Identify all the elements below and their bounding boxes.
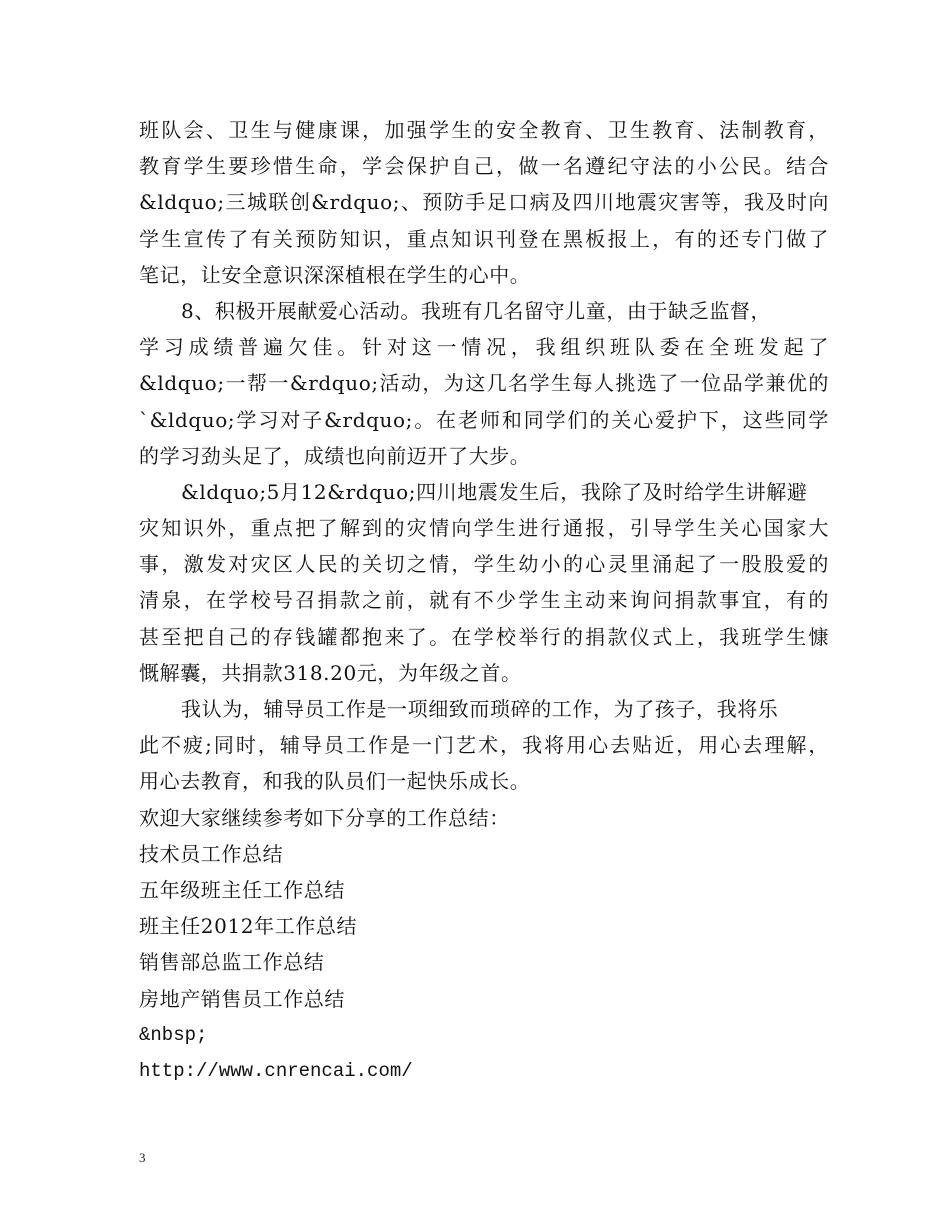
- text-line: 清泉，在学校号召捐款之前，就有不少学生主动来询问捐款事宜，有的: [139, 588, 829, 613]
- nbsp-text: &nbsp;: [139, 1023, 208, 1046]
- related-link-text: 技术员工作总结: [139, 841, 284, 866]
- document-body: [139, 112, 829, 1089]
- text-line: 班队会、卫生与健康课，加强学生的安全教育、卫生教育、法制教育，: [139, 118, 829, 142]
- text-line: 事，激发对灾区人民的关切之情，学生幼小的心灵里涌起了一股股爱的: [139, 552, 829, 577]
- text-line: 慨解囊，共捐款318.20元，为年级之首。: [139, 660, 522, 685]
- text-line: 此不疲;同时，辅导员工作是一门艺术，我将用心去贴近，用心去理解，: [139, 733, 830, 758]
- text-line: 笔记，让安全意识深深植根在学生的心中。: [139, 262, 531, 287]
- text-line: 我认为，辅导员工作是一项细致而琐碎的工作，为了孩子，我将乐: [181, 697, 779, 721]
- text-line: 学习成绩普遍欠佳。针对这一情况，我组织班队委在全班发起了: [139, 335, 829, 360]
- related-link-text: 五年级班主任工作总结: [139, 877, 345, 902]
- text-line: &ldquo;5月12&rdquo;四川地震发生后，我除了及时给学生讲解避: [181, 479, 808, 504]
- text-line: 学生宣传了有关预防知识，重点知识刊登在黑板报上，有的还专门做了: [139, 226, 829, 251]
- text-line: 8、积极开展献爱心活动。我班有几名留守儿童，由于缺乏监督，: [181, 298, 772, 323]
- text-line: 用心去教育，和我的队员们一起快乐成长。: [139, 769, 531, 794]
- page-number: 3: [139, 1150, 146, 1165]
- text-line: 甚至把自己的存钱罐都抱来了。在学校举行的捐款仪式上，我班学生慷: [139, 624, 829, 649]
- text-line: &ldquo;三城联创&rdquo;、预防手足口病及四川地震灾害等，我及时向: [139, 190, 829, 215]
- text-line: &ldquo;一帮一&rdquo;活动，为这几名学生每人挑选了一位品学兼优的: [139, 371, 829, 396]
- text-line: 的学习劲头足了，成绩也向前迈开了大步。: [139, 443, 531, 468]
- related-link-text: 房地产销售员工作总结: [139, 986, 345, 1011]
- source-url: http://www.cnrencai.com/: [139, 1059, 413, 1082]
- text-line: 灾知识外，重点把了解到的灾情向学生进行通报，引导学生关心国家大: [139, 516, 829, 541]
- text-line: 欢迎大家继续参考如下分享的工作总结：: [139, 805, 510, 830]
- related-link-text: 班主任2012年工作总结: [139, 914, 358, 939]
- text-line: `&ldquo;学习对子&rdquo;。在老师和同学们的关心爱护下，这些同学: [139, 407, 829, 432]
- related-link-text: 销售部总监工作总结: [139, 950, 325, 975]
- text-line: 教育学生要珍惜生命，学会保护自己，做一名遵纪守法的小公民。结合: [139, 154, 829, 179]
